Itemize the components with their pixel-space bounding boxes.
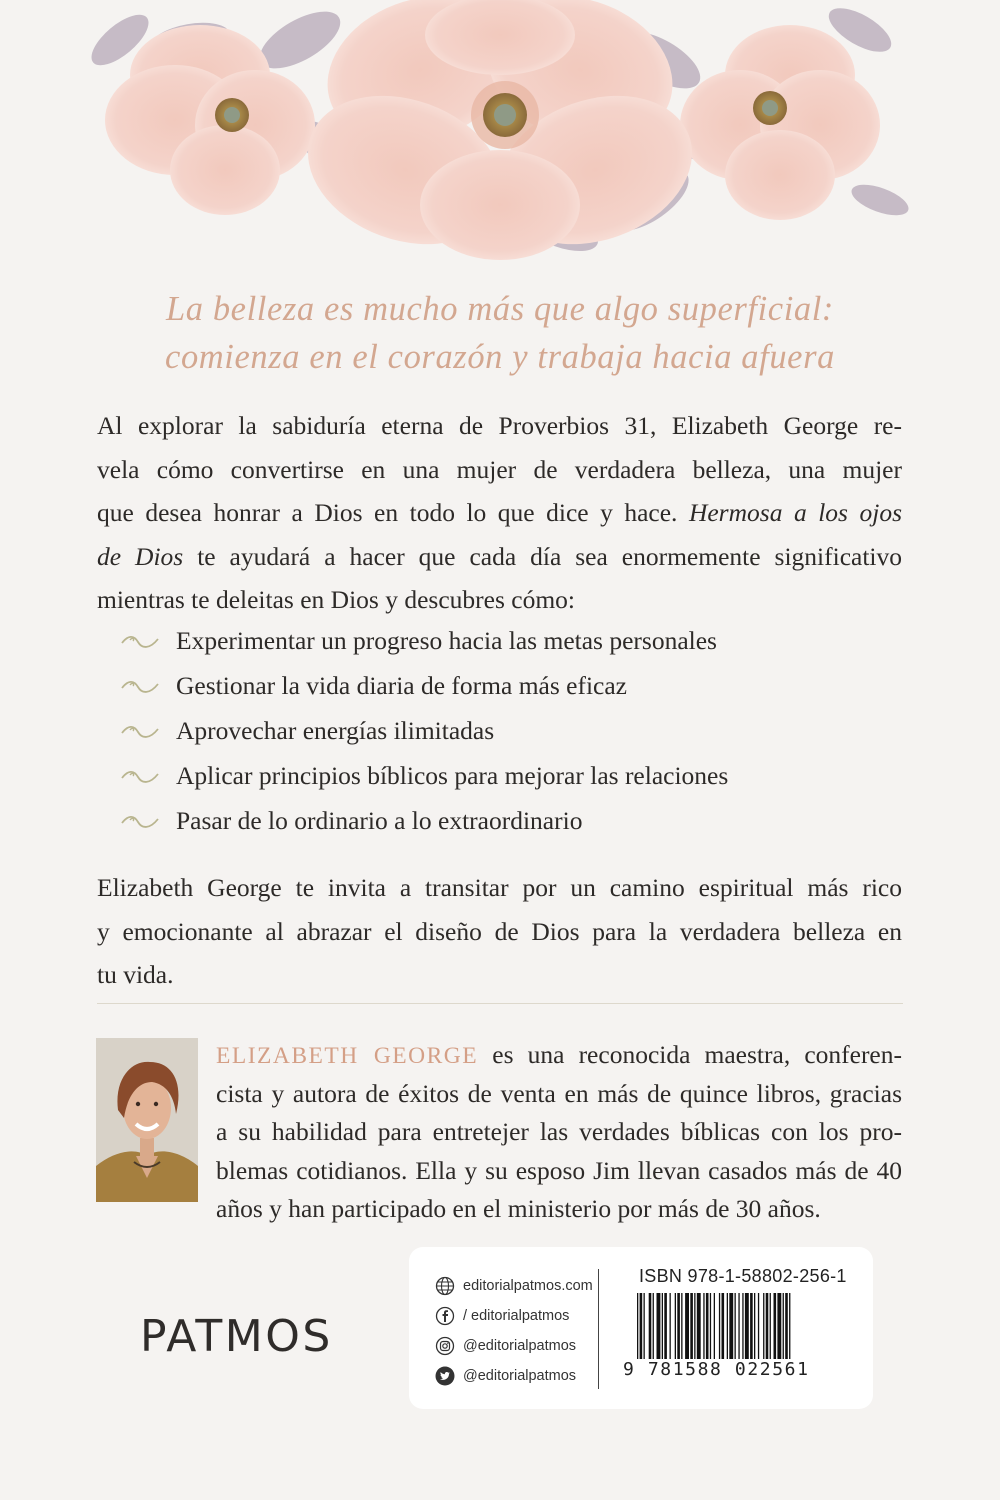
instagram-link[interactable] xyxy=(435,1331,593,1361)
twitter-icon xyxy=(435,1366,455,1386)
barcode-bar xyxy=(729,1293,733,1359)
barcode-bar xyxy=(754,1293,755,1359)
section-divider xyxy=(97,1003,903,1004)
barcode-bar xyxy=(653,1293,654,1359)
barcode-bar xyxy=(770,1293,771,1359)
intro-text: te ayudará a hacer que cada día sea enormemente significativo xyxy=(197,541,902,571)
bio-line xyxy=(216,1036,902,1075)
barcode-bar xyxy=(738,1293,739,1359)
barcode-bar xyxy=(777,1293,781,1359)
intro-text: que desea honrar a Dios en todo lo que dice y hace. xyxy=(97,498,678,527)
tagline-line-1: La belleza es mucho más que algo superficial: xyxy=(165,290,835,328)
swirl-bullet-icon xyxy=(120,811,160,831)
isbn-label: ISBN 978-1-58802-256-1 xyxy=(639,1266,847,1286)
barcode-bar xyxy=(681,1293,682,1359)
intro-line xyxy=(97,491,902,535)
bio-line: años y han participado en el ministerio por más de 30 años. xyxy=(216,1194,821,1223)
list-item-label: Pasar de lo ordinario a lo extraordinario xyxy=(176,805,583,835)
list-item xyxy=(120,663,728,708)
list-item-label: Experimentar un progreso hacia las metas personales xyxy=(176,625,717,655)
barcode-bar xyxy=(662,1293,663,1359)
barcode-bar xyxy=(789,1293,790,1359)
barcode-bar xyxy=(697,1293,701,1359)
benefits-list xyxy=(120,618,728,843)
barcode-bar xyxy=(727,1293,728,1359)
barcode xyxy=(637,1293,855,1359)
barcode-bar xyxy=(758,1293,759,1359)
closing-paragraph xyxy=(97,866,902,997)
barcode-bar xyxy=(766,1293,769,1359)
barcode-bar xyxy=(703,1293,704,1359)
closing-line: Elizabeth George te invita a transitar por un camino espiritual más rico xyxy=(97,873,902,902)
author-photo xyxy=(96,1038,198,1202)
list-item xyxy=(120,708,728,753)
barcode-bar xyxy=(690,1293,693,1359)
list-item-label: Gestionar la vida diaria de forma más eficaz xyxy=(176,670,627,700)
barcode-bar xyxy=(722,1293,725,1359)
barcode-bar xyxy=(742,1293,743,1359)
author-name: ELIZABETH GEORGE xyxy=(216,1043,479,1069)
barcode-bar xyxy=(664,1293,667,1359)
barcode-bar xyxy=(677,1293,680,1359)
barcode-bar xyxy=(649,1293,652,1359)
barcode-bar xyxy=(706,1293,709,1359)
intro-line: mientras te deleitas en Dios y descubres cómo: xyxy=(97,585,575,614)
barcode-bar xyxy=(735,1293,736,1359)
swirl-bullet-icon xyxy=(120,766,160,786)
barcode-bar xyxy=(714,1293,715,1359)
barcode-bar xyxy=(657,1293,661,1359)
barcode-bar xyxy=(745,1293,749,1359)
twitter-link[interactable] xyxy=(435,1361,593,1391)
list-item-label: Aplicar principios bíblicos para mejorar las relaciones xyxy=(176,760,729,790)
book-title: Hermosa a los ojos xyxy=(688,498,902,527)
list-item xyxy=(120,798,728,843)
swirl-bullet-icon xyxy=(120,631,160,651)
barcode-bar xyxy=(685,1293,689,1359)
facebook-icon xyxy=(435,1306,455,1326)
barcode-bar xyxy=(750,1293,753,1359)
intro-paragraph xyxy=(97,404,902,622)
twitter-label: @editorialpatmos xyxy=(463,1368,577,1384)
barcode-bar xyxy=(644,1293,645,1359)
bio-line: cista y autora de éxitos de venta en más de quince libros, gracias xyxy=(216,1078,902,1108)
intro-line xyxy=(97,535,902,579)
swirl-bullet-icon xyxy=(120,676,160,696)
facebook-link[interactable] xyxy=(435,1301,593,1331)
closing-line: y emocionante al abrazar el diseño de Dios para la verdadera belleza en xyxy=(97,916,902,946)
instagram-label: @editorialpatmos xyxy=(463,1338,577,1354)
list-item xyxy=(120,753,728,798)
instagram-icon xyxy=(435,1336,455,1356)
barcode-bar xyxy=(675,1293,676,1359)
isbn-digits: 9 781588 022561 xyxy=(623,1359,810,1380)
swirl-bullet-icon xyxy=(120,721,160,741)
barcode-bar xyxy=(783,1293,784,1359)
tagline-line-2: comienza en el corazón y trabaja hacia afuera xyxy=(165,338,835,376)
intro-line: Al explorar la sabiduría eterna de Proverbios 31, Elizabeth George re- xyxy=(97,411,902,440)
bio-line: blemas cotidianos. Ella y su esposo Jim llevan casados más de 40 xyxy=(216,1155,902,1185)
website-link[interactable] xyxy=(435,1271,593,1301)
globe-icon xyxy=(435,1276,455,1296)
publisher-logo: PATMOS xyxy=(140,1311,333,1362)
barcode-bar xyxy=(763,1293,764,1359)
panel-divider xyxy=(598,1269,599,1389)
barcode-bar xyxy=(785,1293,788,1359)
list-item xyxy=(120,618,728,663)
website-label: editorialpatmos.com xyxy=(463,1278,593,1294)
list-item-label: Aprovechar energías ilimitadas xyxy=(176,715,495,745)
social-links xyxy=(435,1271,593,1391)
barcode-bar xyxy=(719,1293,720,1359)
barcode-panel xyxy=(409,1247,873,1409)
barcode-bar xyxy=(774,1293,777,1359)
floral-header-illustration xyxy=(0,0,1000,270)
bio-text: es una reconocida maestra, conferen- xyxy=(492,1040,902,1069)
barcode-bar xyxy=(670,1293,671,1359)
intro-line: vela cómo convertirse en una mujer de verdadera belleza, una mujer xyxy=(97,454,902,484)
bio-line: a su habilidad para entretejer las verdades bíblicas con los pro- xyxy=(216,1117,902,1146)
author-bio xyxy=(216,1036,902,1229)
barcode-bar xyxy=(637,1293,638,1359)
barcode-bar xyxy=(710,1293,711,1359)
barcode-bar xyxy=(640,1293,643,1359)
barcode-bar xyxy=(694,1293,695,1359)
facebook-label: / editorialpatmos xyxy=(463,1308,570,1324)
book-title: de Dios xyxy=(97,541,184,571)
closing-line: tu vida. xyxy=(97,960,174,989)
